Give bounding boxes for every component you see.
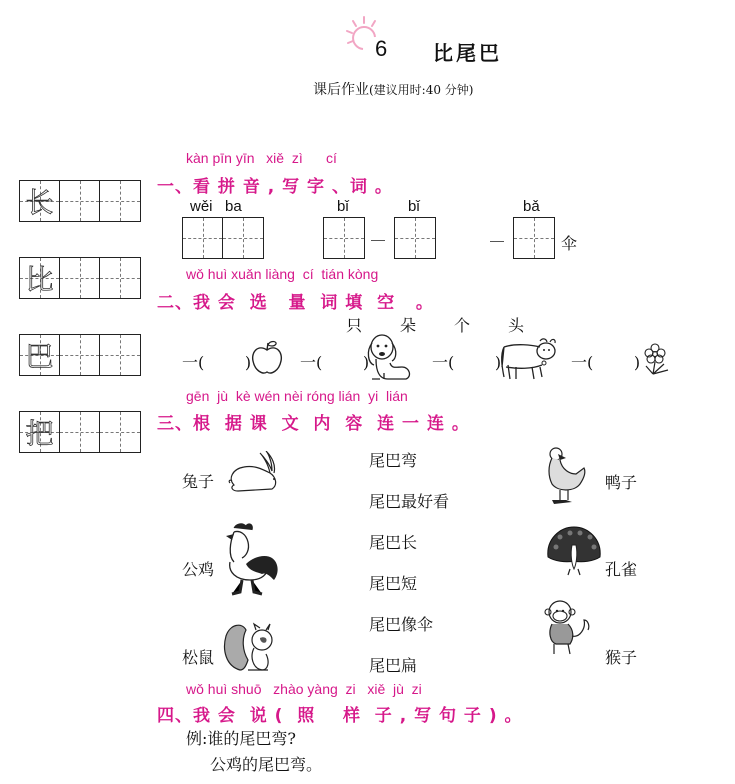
description-tail-short[interactable]: 尾巴短 [369, 574, 418, 593]
section3-pinyin: gēn jù kè wén nèi róng lián yi lián [186, 388, 408, 404]
answer-box-bi-1 [323, 217, 365, 259]
animal-label-duck[interactable]: 鸭子 [605, 473, 638, 492]
writing-cell[interactable] [60, 335, 100, 375]
subtitle-label: 课后作业 [313, 82, 369, 98]
writing-cell[interactable] [100, 335, 140, 375]
section4-heading: 四、我 会 说 ( 照 样 子 , 写 句 子 ) 。 [157, 706, 523, 726]
example-question: 例:谁的尾巴弯? [186, 729, 296, 748]
answer-cell[interactable] [223, 218, 263, 258]
description-tail-prettiest[interactable]: 尾巴最好看 [369, 492, 450, 511]
model-char: 长 [25, 186, 54, 219]
writing-cell[interactable] [100, 181, 140, 221]
flower-icon [640, 342, 670, 376]
animal-label-peacock[interactable]: 孔雀 [605, 560, 638, 579]
answer-cell[interactable] [183, 218, 223, 258]
fill-blank-1[interactable]: 一( ) [182, 353, 252, 372]
measure-word-duo: 朵 [400, 316, 417, 335]
measure-word-ge: 个 [454, 316, 471, 335]
model-char-cell [20, 181, 60, 221]
practice-grid-1 [19, 180, 141, 222]
section4-pinyin: wǒ huì shuō zhào yàng zi xiě jù zi [186, 681, 422, 697]
lesson-number: 6 [375, 36, 388, 61]
description-tail-long[interactable]: 尾巴长 [369, 533, 418, 552]
writing-cell[interactable] [100, 258, 140, 298]
section2-pinyin: wǒ huì xuǎn liàng cí tián kòng [186, 266, 379, 282]
dash-connector [490, 241, 504, 242]
monkey-icon [544, 598, 594, 662]
practice-grid-2 [19, 257, 141, 299]
description-tail-umbrella[interactable]: 尾巴像伞 [369, 615, 434, 634]
rabbit-icon [226, 451, 284, 495]
section1-pinyin: kàn pīn yīn xiě zì cí [186, 150, 337, 166]
animal-label-rabbit[interactable]: 兔子 [182, 472, 215, 491]
pinyin-label-weiba: wěi ba [190, 198, 242, 215]
model-char-cell [20, 335, 60, 375]
writing-cell[interactable] [60, 258, 100, 298]
fill-blank-4[interactable]: 一( ) [571, 353, 641, 372]
answer-cell[interactable] [395, 218, 435, 258]
writing-cell[interactable] [60, 412, 100, 452]
animal-label-squirrel[interactable]: 松鼠 [182, 648, 215, 667]
cow-icon [498, 337, 558, 383]
fill-blank-3[interactable]: 一( ) [432, 353, 502, 372]
writing-cell[interactable] [100, 412, 140, 452]
pinyin-label-ba: bǎ [523, 198, 540, 215]
answer-boxes-weiba [182, 217, 264, 259]
pinyin-label-bi-2: bǐ [408, 198, 420, 215]
answer-box-ba [513, 217, 555, 259]
practice-grid-4 [19, 411, 141, 453]
description-tail-curved[interactable]: 尾巴弯 [369, 451, 418, 470]
fill-blank-2[interactable]: 一( ) [300, 353, 370, 372]
animal-label-rooster[interactable]: 公鸡 [182, 560, 215, 579]
time-suggestion: (建议用时:40 分钟) [369, 83, 474, 97]
homework-subtitle [313, 79, 474, 99]
animal-label-monkey[interactable]: 猴子 [605, 648, 638, 667]
description-tail-flat[interactable]: 尾巴扁 [369, 656, 418, 675]
dog-icon [366, 333, 412, 383]
model-char-cell [20, 258, 60, 298]
measure-word-tou: 头 [508, 316, 525, 335]
model-char: 比 [25, 263, 54, 296]
section3-heading: 三、根 据 课 文 内 容 连 一 连 。 [157, 414, 470, 434]
practice-grid-3 [19, 334, 141, 376]
duck-icon [544, 446, 590, 506]
squirrel-icon [222, 620, 280, 674]
example-answer: 公鸡的尾巴弯。 [210, 755, 323, 774]
lesson-title: 比尾巴 [433, 41, 502, 65]
section1-heading: 一、看 拼 音 , 写 字 、词 。 [157, 177, 393, 197]
section2-heading: 二、我 会 选 量 词 填 空 。 [157, 293, 434, 313]
dash-connector [371, 240, 385, 241]
peacock-icon [546, 525, 602, 577]
model-char-cell [20, 412, 60, 452]
answer-box-bi-2 [394, 217, 436, 259]
apple-icon [250, 340, 284, 376]
model-char: 把 [25, 417, 54, 450]
writing-cell[interactable] [60, 181, 100, 221]
answer-cell[interactable] [514, 218, 554, 258]
rooster-icon [222, 522, 282, 598]
measure-word-zhi: 只 [346, 316, 363, 335]
model-char: 巴 [25, 340, 54, 373]
umbrella-char: 伞 [561, 234, 578, 253]
pinyin-label-bi-1: bǐ [337, 198, 349, 215]
answer-cell[interactable] [324, 218, 364, 258]
